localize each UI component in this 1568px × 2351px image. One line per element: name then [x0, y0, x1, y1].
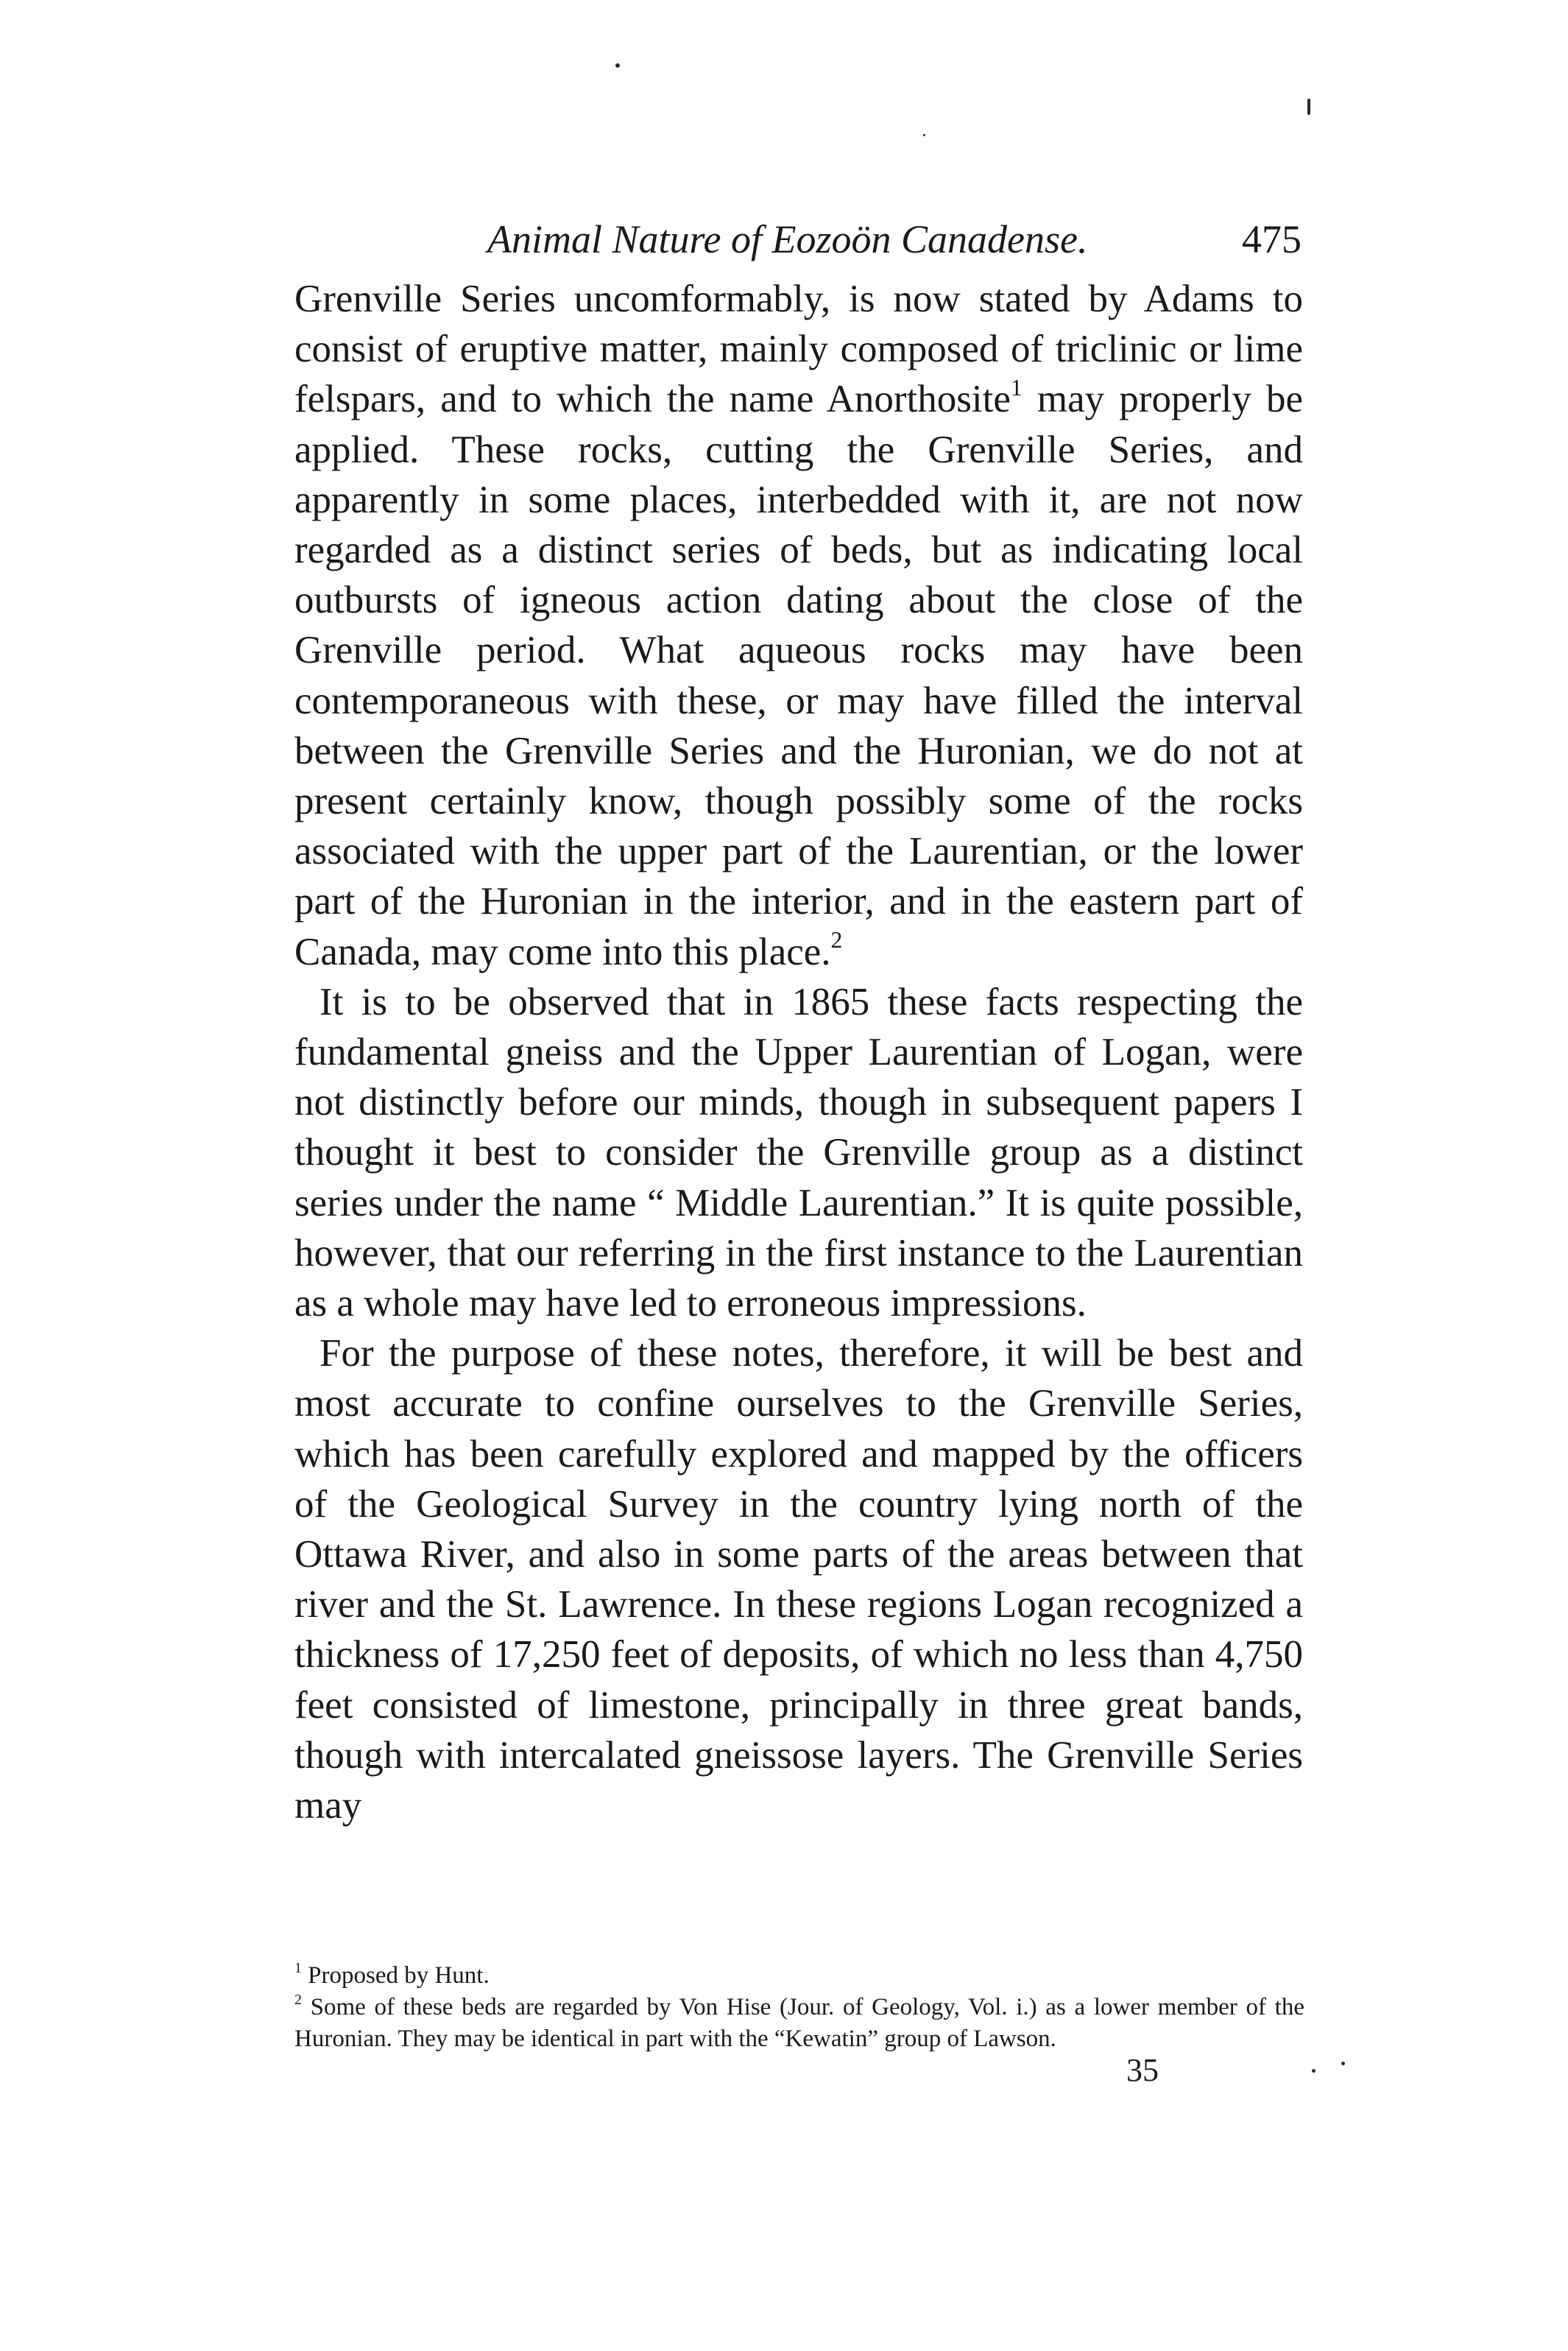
- footnote-reference: 1: [1010, 375, 1023, 401]
- body-text: [294, 274, 1303, 1830]
- footnotes: [294, 1960, 1304, 2055]
- paragraph: It is to be observed that in 1865 these facts respecting the fundamental gneiss and the Upper Laurentian of Logan, were not distinctly before our minds, though in subsequent papers I thought it best to consider the Grenville group as a distinct series under the name “ Middle Laurentian.” It is quite possible, however, that our referring in the first instance to the Laurentian as a whole may have led to erroneous impressions.: [294, 980, 1303, 1325]
- paragraph-text: Grenville Series uncomformably, is now stated by Adams to consist of eruptive matter, mainly composed of triclinic or lime felspars, and to which the name Anorthosite: [294, 278, 1303, 421]
- footnote-text: Proposed by Hunt.: [301, 1962, 490, 1989]
- page-number: 475: [1242, 217, 1302, 261]
- footnote-text: Some of these beds are regarded by Von Hise (Jour. of Geology, Vol. i.) as a lower member of the Huronian. They may be identical in part with the “Kewatin” group of Lawson.: [294, 1994, 1304, 2052]
- footnote: [294, 1992, 1304, 2055]
- footnote-marker: 2: [294, 1992, 302, 2009]
- paragraph-text: may properly be applied. These rocks, cutting the Grenville Series, and apparently in some places, interbedded with it, are not now regarded as a distinct series of beds, but as indicating local outbursts of igneous action dating about the close of the Grenville period. What aqueous rocks may have been contemporaneous with these, or may have filled the interval between the Grenville Series and the Huronian, we do not at present certainly know, though possibly some of the rocks associated with the upper part of the Laurentian, or the lower part of the Huronian in the interior, and in the eastern part of Canada, may come into this place.: [294, 378, 1303, 973]
- scan-speck: [923, 134, 925, 136]
- scan-speck: [1307, 99, 1310, 115]
- footnote: [294, 1960, 1304, 1992]
- signature-mark: 35: [1126, 2052, 1159, 2088]
- scan-speck: [615, 63, 620, 68]
- running-header: [294, 214, 1310, 265]
- paragraph: [294, 274, 1303, 977]
- footnote-marker: 1: [294, 1960, 302, 1977]
- footnote-reference: 2: [830, 927, 843, 954]
- running-title: Animal Nature of Eozoön Canadense.: [487, 217, 1088, 261]
- scan-speck: [1341, 2062, 1345, 2065]
- paragraph: For the purpose of these notes, therefore, it will be best and most accurate to confine ourselves to the Grenville Series, which has been carefully explored and mapped by the officers of the Geological Survey in the country lying north of the Ottawa River, and also in some parts of the areas between that river and the St. Lawrence. In these regions Logan recognized a thickness of 17,250 feet of deposits, of which no less than 4,750 feet consisted of limestone, principally in three great bands, though with intercalated gneissose layers. The Grenville Series may: [294, 1332, 1303, 1827]
- scan-speck: [1312, 2069, 1316, 2073]
